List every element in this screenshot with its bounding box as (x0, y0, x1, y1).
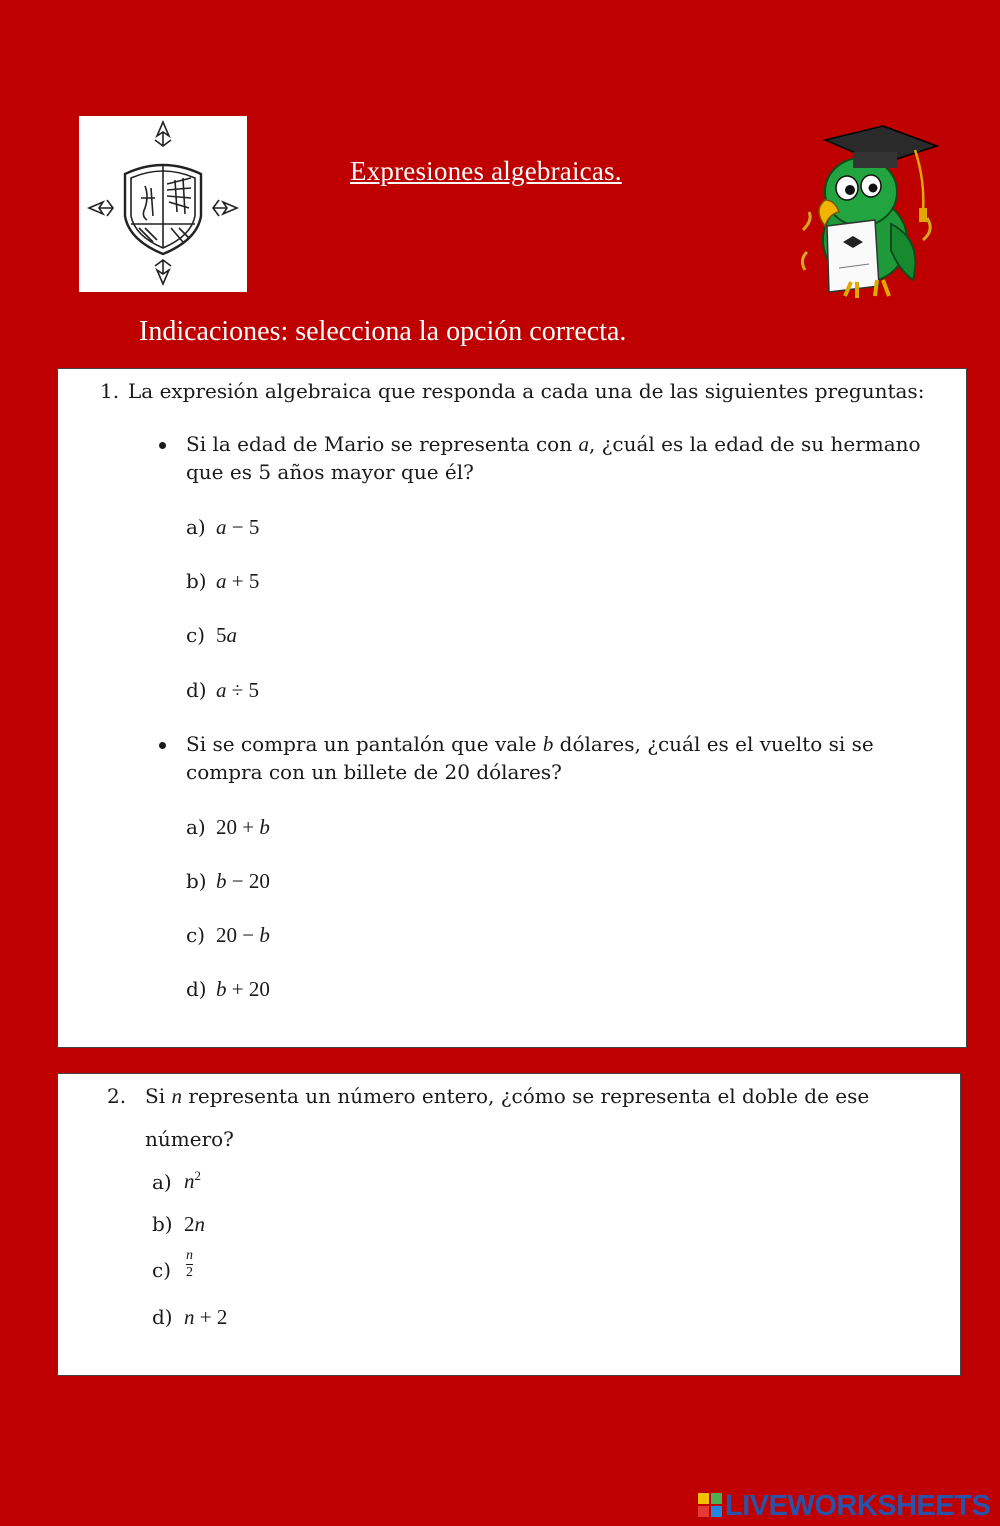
liveworksheets-watermark (697, 1490, 990, 1523)
option-c-fraction: $\frac{n}{2}$ (186, 1248, 193, 1280)
option-letter: d) (186, 678, 207, 702)
question-1-prompt: La expresión algebraica que responda a cada una de las siguientes preguntas: (128, 379, 925, 403)
option-letter: a) (152, 1170, 172, 1194)
bullet-icon (159, 442, 166, 449)
option-d-expression: b + 20 (216, 977, 270, 1001)
option-letter: d) (152, 1305, 173, 1329)
option-d-expression: a ÷ 5 (216, 678, 260, 702)
option-b-expression: a + 5 (216, 569, 260, 593)
item-2-question-line-2: compra con un billete de 20 dólares? (186, 760, 562, 784)
question-1-number: 1. (100, 379, 120, 403)
option-b-expression: 2n (184, 1212, 205, 1236)
worksheet-title: Expresiones algebraicas. (350, 156, 622, 186)
question-2-panel (57, 1073, 961, 1376)
option-letter: b) (186, 569, 207, 593)
option-letter: a) (186, 515, 206, 539)
question-1-panel (57, 368, 967, 1048)
item-2-question-line-1: Si se compra un pantalón que vale b dólares, ¿cuál es el vuelto si se (186, 732, 874, 756)
liveworksheets-logo-icon (697, 1492, 723, 1518)
option-letter: a) (186, 815, 206, 839)
option-a-expression: $n^2$ (184, 1168, 201, 1193)
option-c-expression: 5a (216, 623, 237, 647)
question-2-line-1: Si n representa un número entero, ¿cómo se representa el doble de ese (145, 1084, 870, 1108)
graduate-parrot-mascot (795, 120, 945, 300)
option-c-expression: 20 − b (216, 923, 270, 947)
option-letter: c) (152, 1258, 172, 1282)
watermark-text: LIVEWORKSHEETS (725, 1490, 991, 1522)
option-letter: d) (186, 977, 207, 1001)
option-letter: c) (186, 923, 206, 947)
option-b-expression: b − 20 (216, 869, 270, 893)
instructions-text: Indicaciones: selecciona la opción correcta. (139, 316, 627, 347)
option-d-expression: n + 2 (184, 1305, 228, 1329)
option-letter: b) (152, 1212, 173, 1236)
item-1-question-line-1: Si la edad de Mario se representa con a, ¿cuál es la edad de su hermano (186, 432, 921, 456)
item-1-question-line-2: que es 5 años mayor que él? (186, 460, 474, 484)
school-crest-logo (79, 116, 247, 292)
question-2-number: 2. (107, 1084, 127, 1108)
option-a-expression: a − 5 (216, 515, 260, 539)
option-a-expression: 20 + b (216, 815, 270, 839)
option-letter: c) (186, 623, 206, 647)
bullet-icon (159, 742, 166, 749)
option-letter: b) (186, 869, 207, 893)
question-2-line-2: número? (145, 1127, 234, 1151)
